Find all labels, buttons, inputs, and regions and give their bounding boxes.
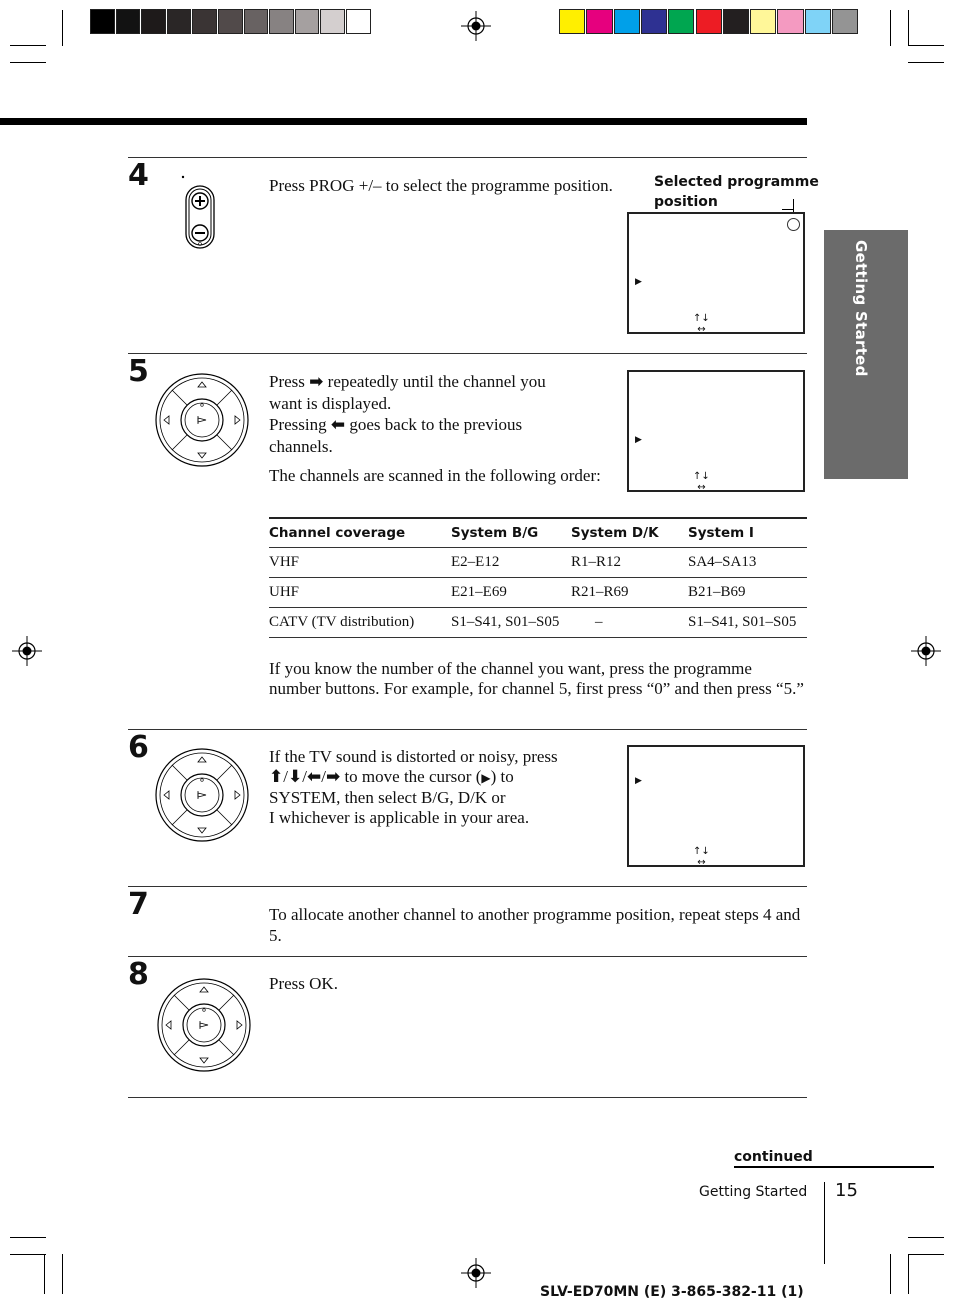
channel-coverage-table (269, 517, 807, 638)
table-cell: S1–S41, S01–S05 (451, 608, 571, 638)
color-swatch (559, 9, 585, 34)
cursor-pad-icon (154, 372, 250, 468)
table-cell: – (571, 608, 688, 638)
text-segment: goes back to the previous (345, 415, 523, 434)
footer-section: Getting Started (699, 1184, 808, 1200)
color-swatch (269, 9, 294, 34)
step-8-text: Press OK. (269, 974, 338, 993)
color-swatch (668, 9, 694, 34)
side-tab (824, 230, 908, 479)
table-cell: UHF (269, 578, 451, 608)
prog-plus-minus-button-icon (178, 172, 218, 250)
cursor-arrow-icon: ▶ (481, 771, 491, 785)
text-segment: / (283, 767, 288, 786)
table-row (269, 578, 807, 608)
color-swatch (723, 9, 749, 34)
callout-label (654, 172, 819, 212)
right-arrow-icon: ➡ (325, 767, 341, 787)
cursor-arrow-icon: ▶ (635, 276, 642, 286)
color-swatch (141, 9, 166, 34)
model-code: SLV-ED70MN (E) 3-865-382-11 (1) (540, 1284, 804, 1300)
step-5-text (269, 371, 614, 486)
cursor-pad-ok-icon (156, 977, 252, 1073)
color-swatch (320, 9, 345, 34)
table-cell: CATV (TV distribution) (269, 608, 451, 638)
down-arrow-icon: ⬇ (287, 767, 303, 787)
step-number: 7 (128, 887, 149, 922)
text-segment: to move the cursor ( (340, 767, 482, 786)
table-row (269, 608, 807, 638)
step-divider (128, 956, 807, 957)
table-header: System B/G (451, 518, 571, 548)
text-segment: repeatedly until the channel you (323, 372, 546, 391)
registration-mark-right (911, 636, 941, 666)
side-tab-label: Getting Started (852, 240, 870, 377)
callout-leader-hook (782, 209, 793, 210)
registration-mark-bottom (461, 1258, 491, 1288)
continued-label: continued (734, 1149, 813, 1165)
tv-screen-step5 (627, 370, 805, 492)
bottom-rule (128, 1097, 807, 1098)
registration-mark-left (12, 636, 42, 666)
left-arrow-icon: ⬅ (306, 767, 322, 787)
color-swatch (90, 9, 115, 34)
text-line: If the TV sound is distorted or noisy, press (269, 747, 558, 766)
tv-screen-step6 (627, 745, 805, 867)
color-swatch (218, 9, 243, 34)
text-segment: Press (269, 372, 310, 391)
table-cell: SA4–SA13 (688, 548, 807, 578)
color-swatch (641, 9, 667, 34)
tv-screen-step4 (627, 212, 805, 334)
step-divider (128, 729, 807, 730)
footer-divider (824, 1182, 825, 1264)
table-cell: E2–E12 (451, 548, 571, 578)
selected-position-circle-icon (787, 218, 800, 231)
color-swatch (614, 9, 640, 34)
text-line: want is displayed. (269, 394, 392, 413)
registration-mark-top (461, 11, 491, 41)
step-divider (128, 886, 807, 887)
left-arrow-icon: ⬅ (330, 415, 346, 435)
navigation-arrows-icon: ↑↓ ↔ (693, 313, 710, 335)
step-divider (128, 353, 807, 354)
cursor-arrow-icon: ▶ (635, 434, 642, 444)
color-swatch (777, 9, 803, 34)
step-number: 4 (128, 158, 149, 193)
cursor-arrow-icon: ▶ (635, 775, 642, 785)
right-arrow-icon: ➡ (309, 372, 324, 392)
color-swatch (750, 9, 776, 34)
scan-order-text: The channels are scanned in the following order: (269, 466, 601, 485)
step-number: 6 (128, 730, 149, 765)
color-swatch (295, 9, 320, 34)
continued-rule (734, 1166, 934, 1168)
color-swatch (586, 9, 612, 34)
callout-line1: Selected programme (654, 174, 819, 190)
text-segment: / (321, 767, 326, 786)
table-header: System I (688, 518, 807, 548)
color-swatch (832, 9, 858, 34)
color-swatch (244, 9, 269, 34)
step-6-text (269, 747, 614, 828)
callout-line2: position (654, 194, 718, 210)
table-cell: B21–B69 (688, 578, 807, 608)
navigation-arrows-icon: ↑↓ ↔ (693, 846, 710, 868)
step-7-text: To allocate another channel to another programme position, repeat steps 4 and 5. (269, 905, 801, 945)
step-number: 8 (128, 957, 149, 992)
step-5-note: If you know the number of the channel you want, press the programme number buttons. For example, for channel 5, first press “0” and then press “5.” (269, 659, 804, 698)
page-number: 15 (835, 1180, 858, 1201)
text-line: SYSTEM, then select B/G, D/K or (269, 788, 506, 807)
table-header: Channel coverage (269, 518, 451, 548)
color-swatch (696, 9, 722, 34)
table-row (269, 548, 807, 578)
table-header-row (269, 518, 807, 548)
color-swatch (192, 9, 217, 34)
text-segment: / (302, 767, 307, 786)
text-line: I whichever is applicable in your area. (269, 808, 530, 827)
text-segment: ) to (490, 767, 514, 786)
step-number: 5 (128, 354, 149, 389)
color-swatch (167, 9, 192, 34)
color-swatch (116, 9, 141, 34)
color-swatch (346, 9, 371, 34)
table-cell: E21–E69 (451, 578, 571, 608)
text-segment: Pressing (269, 415, 331, 434)
table-cell: VHF (269, 548, 451, 578)
table-cell: R1–R12 (571, 548, 688, 578)
navigation-arrows-icon: ↑↓ ↔ (693, 471, 710, 493)
step-divider (128, 157, 807, 158)
table-cell: S1–S41, S01–S05 (688, 608, 807, 638)
header-rule (0, 118, 807, 125)
up-arrow-icon: ⬆ (269, 767, 284, 787)
table-cell: R21–R69 (571, 578, 688, 608)
text-line: channels. (269, 437, 333, 456)
color-swatch (805, 9, 831, 34)
cursor-pad-icon (154, 747, 250, 843)
table-header: System D/K (571, 518, 688, 548)
step-4-text: Press PROG +/– to select the programme position. (269, 176, 613, 195)
